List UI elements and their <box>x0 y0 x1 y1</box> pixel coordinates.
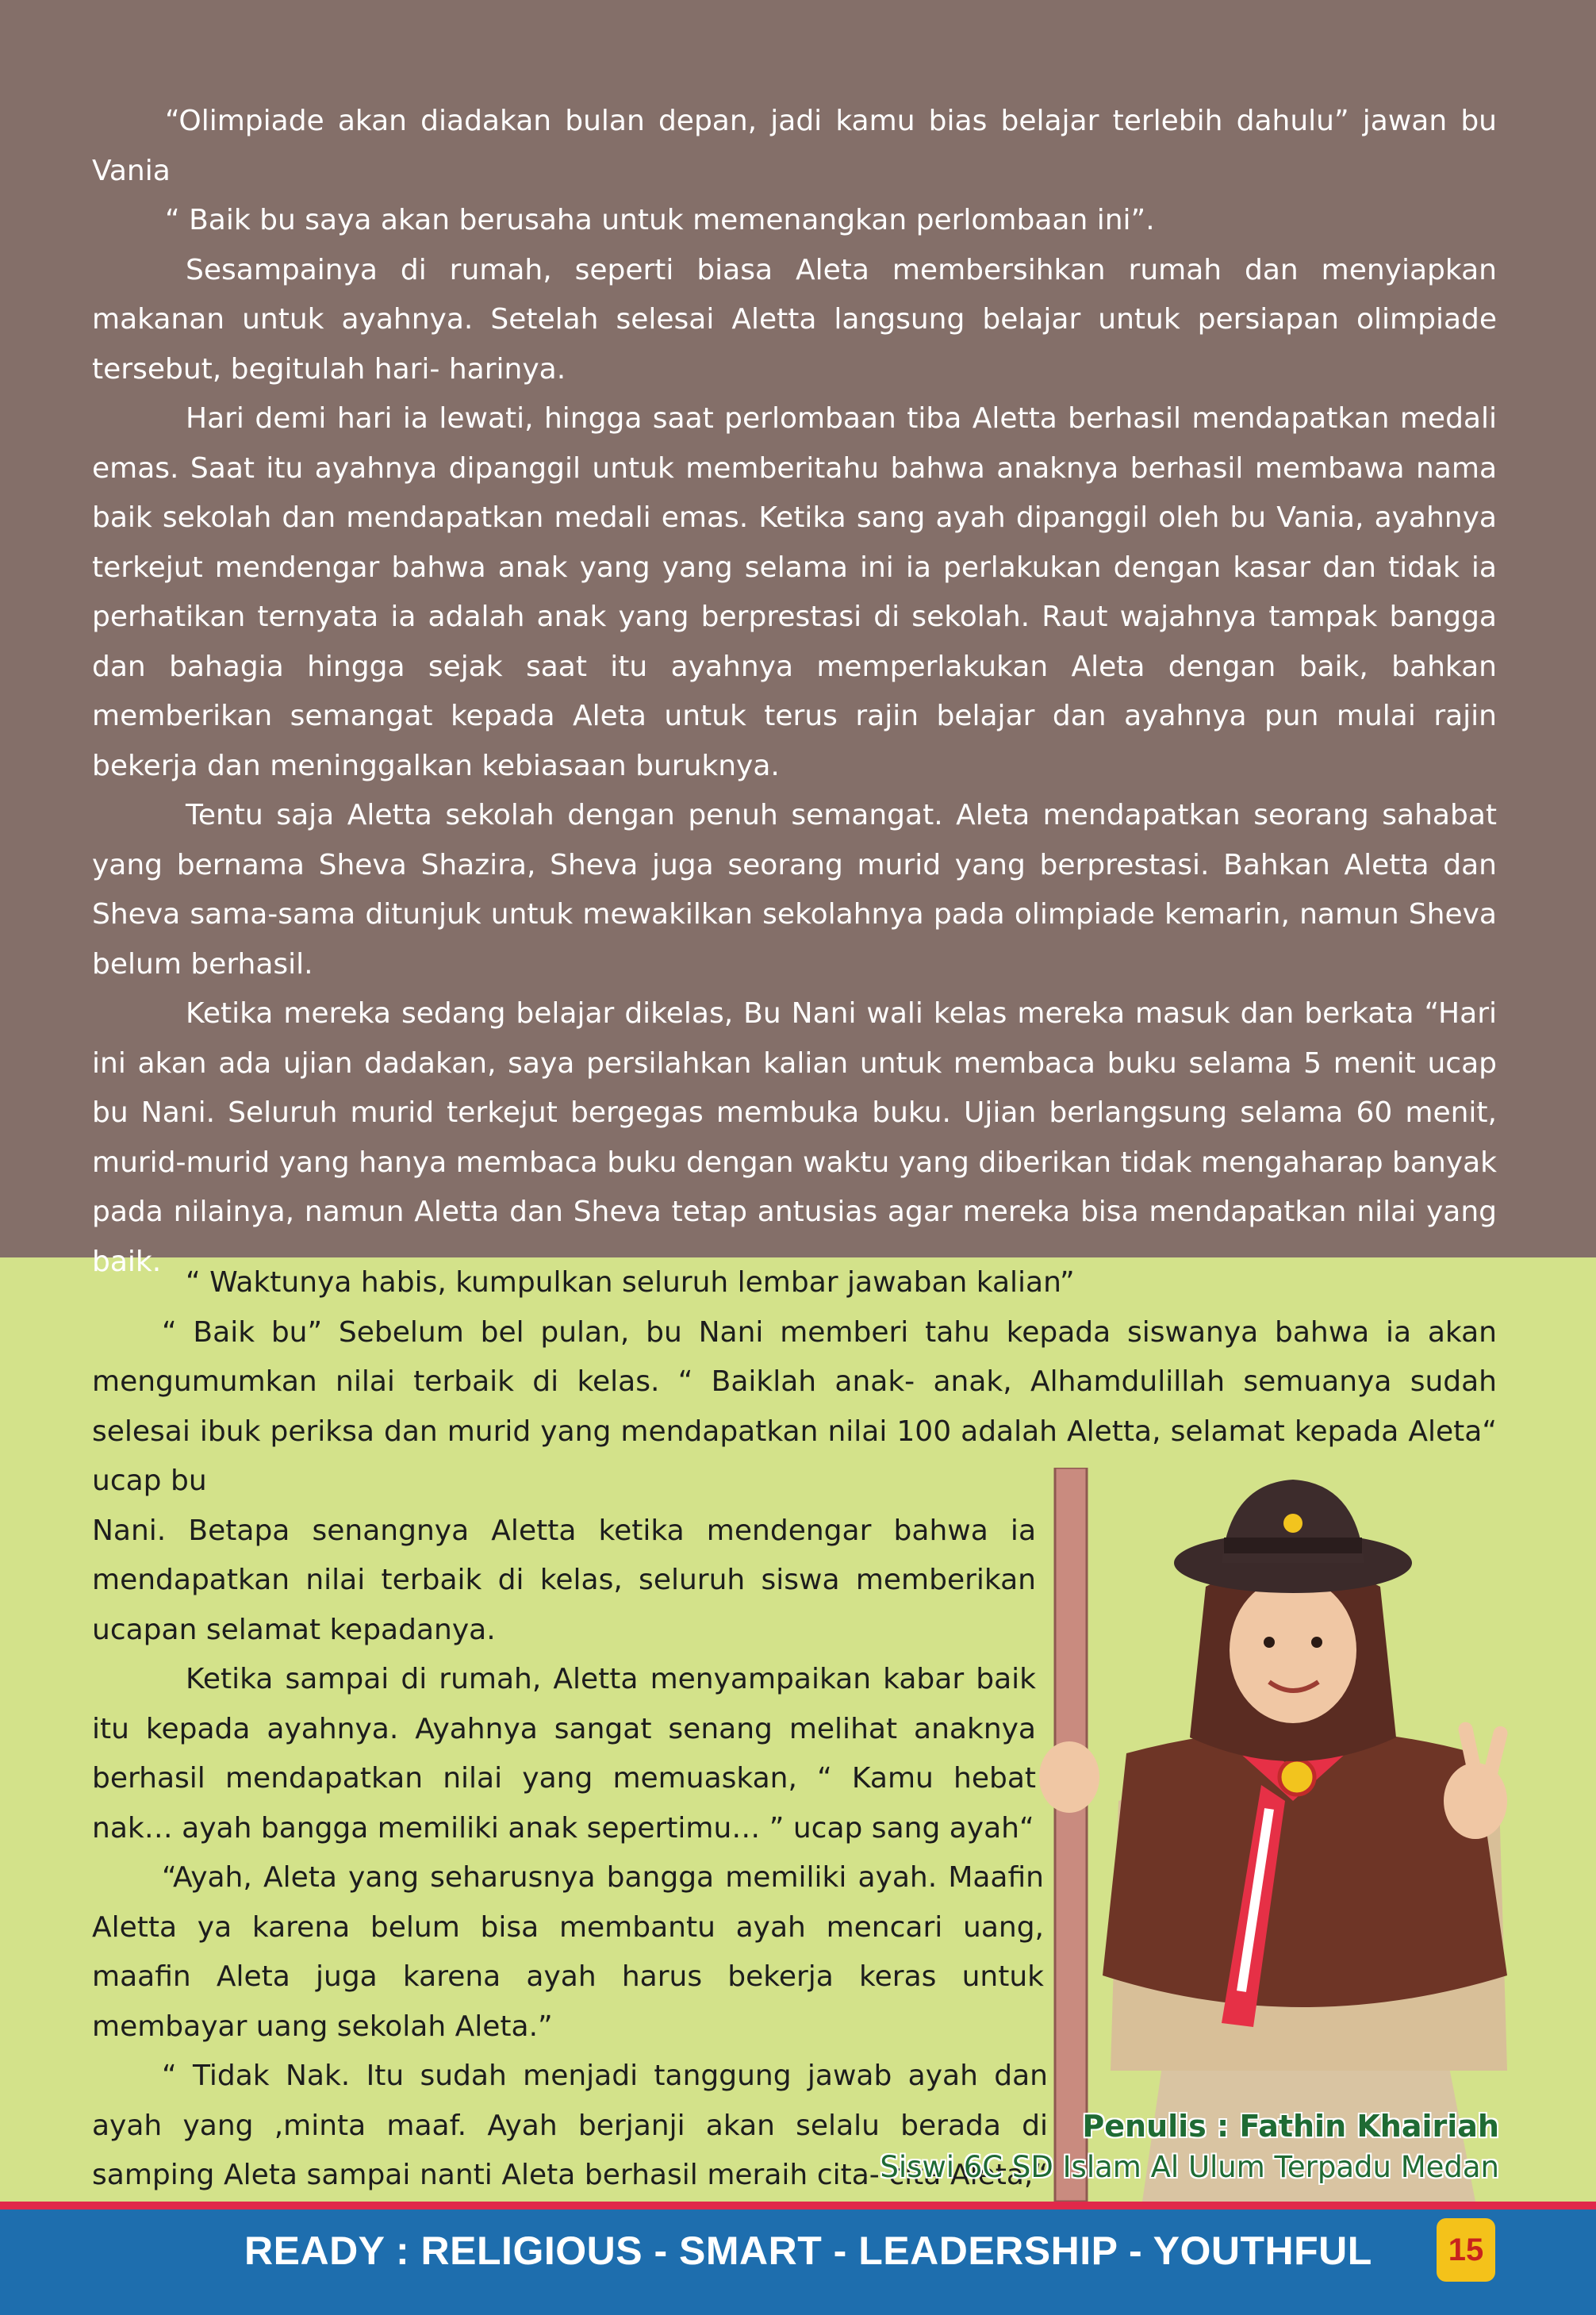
story-paragraph: “ Baik bu saya akan berusaha untuk memenangkan perlombaan ini”. <box>165 204 1155 236</box>
story-paragraph: Sesampainya di rumah, seperti biasa Aleta membersihkan rumah dan menyiapkan makanan untuk ayahnya. Setelah selesai Aletta langsung belajar untuk persiapan olimpiade tersebut, begitulah hari- harinya. <box>92 253 1497 386</box>
author-photo <box>1031 1468 1571 2202</box>
footer-motto: READY : RELIGIOUS - SMART - LEADERSHIP - YOUTHFUL <box>244 2229 1372 2273</box>
story-paragraph: “Ayah, Aleta yang seharusnya bangga memiliki ayah. Maafin Aletta ya karena belum bisa membantu ayah mencari uang, maafin Aleta juga karena ayah harus bekerja keras untuk membayar uang sekolah Aleta.” <box>92 1861 1044 2043</box>
story-paragraph: “ Tidak Nak. Itu sudah menjadi tanggung jawab ayah dan ayah yang ,minta maaf. Ayah berjanji akan selalu berada di samping Aleta sampai nanti Aleta berhasil meraih cita- cita Aleta,“ <box>92 2060 1048 2191</box>
story-paragraph: Ketika mereka sedang belajar dikelas, Bu Nani wali kelas mereka masuk dan berkata “Hari ini akan ada ujian dadakan, saya persilahkan kalian untuk membaca buku selama 5 menit ucap bu Nani. Seluruh murid terkejut bergegas membuka buku. Ujian berlangsung selama 60 menit, murid-murid yang hanya membaca buku dengan waktu yang diberikan tidak mengaharap banyak pada nilainya, namun Aletta dan Sheva tetap antusias agar mereka bisa mendapatkan nilai yang baik. <box>92 997 1497 1278</box>
story-paragraph: “ Waktunya habis, kumpulkan seluruh lembar jawaban kalian” <box>186 1266 1075 1299</box>
footer-accent-stripe <box>0 2202 1596 2209</box>
story-paragraph: “Olimpiade akan diadakan bulan depan, jadi kamu bias belajar terlebih dahulu” jawan bu Vania <box>92 105 1497 187</box>
story-paragraph: Hari demi hari ia lewati, hingga saat perlombaan tiba Aletta berhasil mendapatkan medali emas. Saat itu ayahnya dipanggil untuk memberitahu bahwa anaknya berhasil membawa nama baik sekolah dan mendapatkan medali emas. Ketika sang ayah dipanggil oleh bu Vania, ayahnya terkejut mendengar bahwa anak yang yang selama ini ia perlakukan dengan kasar dan tidak ia perhatikan ternyata ia adalah anak yang berprestasi di sekolah. Raut wajahnya tampak bangga dan bahagia hingga sejak saat itu ayahnya memperlakukan Aleta dengan baik, bahkan memberikan semangat kepada Aleta untuk terus rajin belajar dan ayahnya pun mulai rajin bekerja dan meninggalkan kebiasaan buruknya. <box>92 402 1497 782</box>
author-school: Siswi 6C SD Islam Al Ulum Terpadu Medan <box>880 2150 1499 2184</box>
page-number-badge: 15 <box>1437 2218 1495 2282</box>
story-paragraph: Nani. Betapa senangnya Aletta ketika mendengar bahwa ia mendapatkan nilai terbaik di kelas, seluruh siswa memberikan ucapan selamat kepadanya. <box>92 1514 1036 1646</box>
story-top-section <box>92 97 1497 1287</box>
story-paragraph: Tentu saja Aletta sekolah dengan penuh semangat. Aleta mendapatkan seorang sahabat yang bernama Sheva Shazira, Sheva juga seorang murid yang berprestasi. Bahkan Aletta dan Sheva sama-sama ditunjuk untuk mewakilkan sekolahnya pada olimpiade kemarin, namun Sheva belum berhasil. <box>92 799 1497 981</box>
story-paragraph: “ Baik bu” Sebelum bel pulan, bu Nani memberi tahu kepada siswanya bahwa ia akan mengumumkan nilai terbaik di kelas. “ Baiklah anak- anak, Alhamdulillah semuanya sudah selesai ibuk periksa dan murid yang mendapatkan nilai 100 adalah Aletta, selamat kepada Aleta“ ucap bu <box>92 1315 1497 1497</box>
author-credit: Penulis : Fathin Khairiah <box>1082 2109 1499 2144</box>
story-paragraph: Ketika sampai di rumah, Aletta menyampaikan kabar baik itu kepada ayahnya. Ayahnya sangat senang melihat anaknya berhasil mendapatkan nilai yang memuaskan, “ Kamu hebat nak… ayah bangga memiliki anak sepertimu… ” ucap sang ayah“ <box>92 1663 1036 1845</box>
